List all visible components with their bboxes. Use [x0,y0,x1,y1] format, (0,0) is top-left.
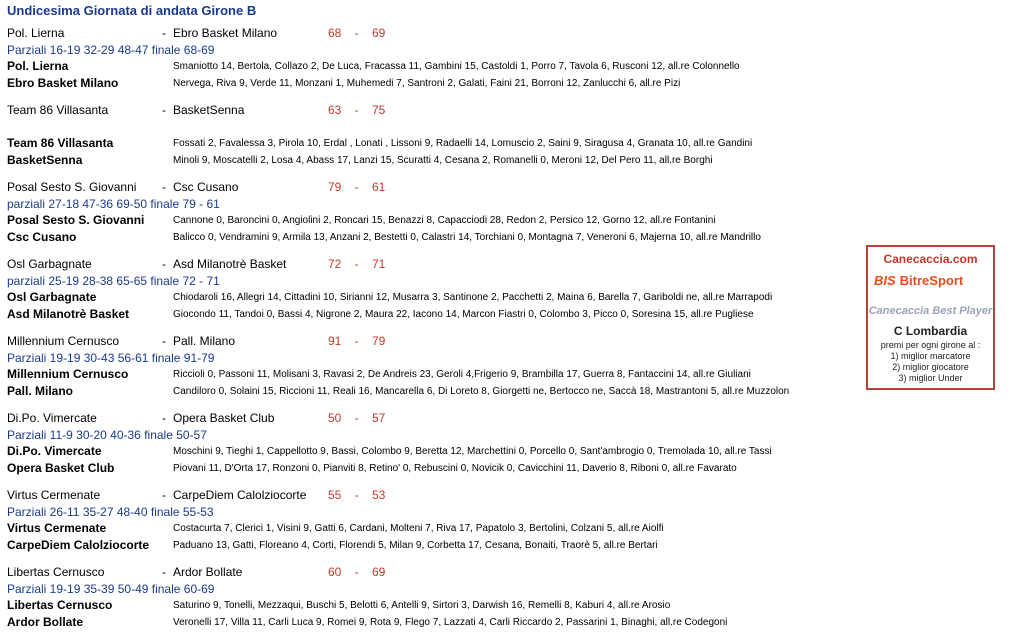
home-team-header: Pol. Lierna [7,26,65,40]
away-team-header: BasketSenna [173,103,245,117]
away-players: Paduano 13, Gatti, Floreano 4, Corti, Florendi 5, Milan 9, Corbetta 17, Cesana, Bonaiti, Traorè 5, all.re Bertari [173,540,658,551]
partial-scores: parziali 27-18 47-36 69-50 finale 79 - 61 [7,197,220,211]
score: 91 - 79 [328,334,386,348]
away-team-name: Csc Cusano [7,230,77,244]
score: 72 - 71 [328,257,386,271]
away-players: Piovani 11, D'Orta 17, Ronzoni 0, Pianviti 8, Retino' 0, Rebuscini 0, Novicik 0, Cavicchini 11, Daverio 8, Riboni 0, all.re Favarato [173,463,737,474]
separator: - [162,103,166,117]
partial-scores: Parziali 11-9 30-20 40-36 finale 50-57 [7,428,207,442]
separator: - [162,26,166,40]
game-block [0,103,860,180]
prize-1: 1) miglior marcatore [890,351,971,361]
away-team-name: Ardor Bollate [7,615,84,629]
away-players: Nervega, Riva 9, Verde 11, Monzani 1, Muhemedi 7, Santroni 2, Galati, Faini 21, Borroni 12, Zanlucchi 6, all.re Pizi [173,78,681,89]
prizes-text [868,340,993,384]
prize-2: 2) miglior giocatore [892,362,969,372]
page-title: Undicesima Giornata di andata Girone B [7,3,257,18]
away-team-header: Pall. Milano [173,334,236,348]
separator: - [162,257,166,271]
away-players: Giocondo 11, Tandoi 0, Bassi 4, Nigrone 2, Maura 22, Iacono 14, Marcon Fiastri 0, Colombo 3, Picco 0, Soresina 15, all.re Pugliese [173,309,754,320]
home-team-name: Libertas Cernusco [7,598,113,612]
sponsor-site: Canecaccia.com [883,252,978,266]
home-players: Moschini 9, Tieghi 1, Cappellotto 9, Bassi, Colombo 9, Beretta 12, Marchettini 0, Porcello 0, Sant'ambrogio 0, Tremolada 10, all.re Tassi [173,446,772,457]
away-team-name: Opera Basket Club [7,461,115,475]
home-team-header: Millennium Cernusco [7,334,120,348]
away-players: Candiloro 0, Solaini 15, Riccioni 11, Reali 16, Mancarella 6, Di Loreto 8, Giorgetti ne, Bertocco ne, Saccà 18, Mastrantoni 5, all.re Muzzolon [173,386,790,397]
game-block [0,411,860,488]
score: 60 - 69 [328,565,386,579]
home-team-header: Team 86 Villasanta [7,103,109,117]
game-block [0,488,860,565]
away-team-header: Asd Milanotrè Basket [173,257,287,271]
home-team-name: Team 86 Villasanta [7,136,114,150]
home-players: Smaniotto 14, Bertola, Collazo 2, De Luca, Fracassa 11, Gambini 15, Castoldi 1, Porro 7, Tavola 6, Rusconi 12, all.re Colonnello [173,61,740,72]
sponsor-brand [874,273,963,288]
home-team-name: Di.Po. Vimercate [7,444,102,458]
away-team-header: Ardor Bollate [173,565,243,579]
away-team-name: Ebro Basket Milano [7,76,119,90]
home-team-name: Virtus Cermenate [7,521,107,535]
score: 68 - 69 [328,26,386,40]
away-players: Minoli 9, Moscatelli 2, Losa 4, Abass 17, Lanzi 15, Scuratti 4, Cesana 2, Romanelli 0, Meroni 12, Del Pero 11, all.re Borghi [173,155,713,166]
prizes-intro: premi per ogni girone al : [880,340,981,350]
separator: - [162,180,166,194]
home-players: Fossati 2, Favalessa 3, Pirola 10, Erdal , Lonati , Lissoni 9, Radaelli 14, Lomuscio 2, Saini 9, Siragusa 4, Granata 10, all.re Gandini [173,138,753,149]
game-block [0,180,860,257]
home-players: Saturino 9, Tonelli, Mezzaqui, Buschi 5, Belotti 6, Antelli 9, Sirtori 3, Darwish 16, Remelli 8, Kaburi 4, all.re Arosio [173,600,671,611]
partial-scores: Parziali 19-19 30-43 56-61 finale 91-79 [7,351,215,365]
home-team-name: Millennium Cernusco [7,367,129,381]
home-team-header: Di.Po. Vimercate [7,411,97,425]
home-players: Riccioli 0, Passoni 11, Molisani 3, Ravasi 2, De Andreis 23, Geroli 4,Frigerio 9, Brambilla 17, Guerra 8, Fantaccini 14, all.re Giuliani [173,369,751,380]
away-team-name: CarpeDiem Calolziocorte [7,538,150,552]
away-team-header: Opera Basket Club [173,411,275,425]
home-team-name: Pol. Lierna [7,59,69,73]
away-team-name: Asd Milanotrè Basket [7,307,130,321]
sponsor-logo-icon: BIS [874,273,896,288]
separator: - [162,334,166,348]
away-team-name: Pall. Milano [7,384,74,398]
score: 50 - 57 [328,411,386,425]
home-players: Cannone 0, Baroncini 0, Angiolini 2, Roncari 15, Benazzi 8, Capacciodi 28, Redon 2, Persico 12, Gorno 12, all.re Fontanini [173,215,716,226]
game-block [0,334,860,411]
home-team-header: Virtus Cermenate [7,488,101,502]
score: 63 - 75 [328,103,386,117]
away-players: Balicco 0, Vendramini 9, Armila 13, Anzani 2, Bestetti 0, Calastri 14, Torchiani 0, Montagna 7, Veneroni 6, Majerna 10, all.re Mandrillo [173,232,761,243]
home-players: Costacurta 7, Clerici 1, Visini 9, Gatti 6, Cardani, Molteni 7, Riva 17, Papatolo 3, Bertolini, Colzani 5, all.re Aiolfi [173,523,664,534]
home-team-header: Posal Sesto S. Giovanni [7,180,137,194]
separator: - [162,565,166,579]
separator: - [162,411,166,425]
away-team-header: Ebro Basket Milano [173,26,278,40]
sponsor-banner[interactable] [866,245,995,390]
sponsor-brand-name: BitreSport [899,273,964,288]
game-block [0,565,860,642]
home-team-name: Posal Sesto S. Giovanni [7,213,145,227]
away-team-header: CarpeDiem Calolziocorte [173,488,307,502]
best-player-label: Canecaccia Best Player [868,305,993,317]
partial-scores: Parziali 16-19 32-29 48-47 finale 68-69 [7,43,215,57]
partial-scores: parziali 25-19 28-38 65-65 finale 72 - 71 [7,274,220,288]
away-players: Veronelli 17, Villa 11, Carli Luca 9, Romei 9, Rota 9, Flego 7, Lazzati 4, Carli Riccardo 2, Passarini 1, Binaghi, all.re Codegoni [173,617,728,628]
home-team-header: Libertas Cernusco [7,565,105,579]
separator: - [162,488,166,502]
home-team-name: Osl Garbagnate [7,290,97,304]
game-block [0,257,860,334]
score: 55 - 53 [328,488,386,502]
partial-scores: Parziali 26-11 35-27 48-40 finale 55-53 [7,505,214,519]
away-team-header: Csc Cusano [173,180,239,194]
region-label: C Lombardia [893,324,968,338]
prize-3: 3) miglior Under [898,373,963,383]
home-team-header: Osl Garbagnate [7,257,92,271]
partial-scores: Parziali 19-19 35-39 50-49 finale 60-69 [7,582,215,596]
game-block [0,26,860,103]
away-team-name: BasketSenna [7,153,83,167]
score: 79 - 61 [328,180,386,194]
home-players: Chiodaroli 16, Allegri 14, Cittadini 10, Sirianni 12, Musarra 3, Santinone 2, Pacchetti 2, Maina 6, Barella 7, Gariboldi ne, all.re Marrapodi [173,292,773,303]
